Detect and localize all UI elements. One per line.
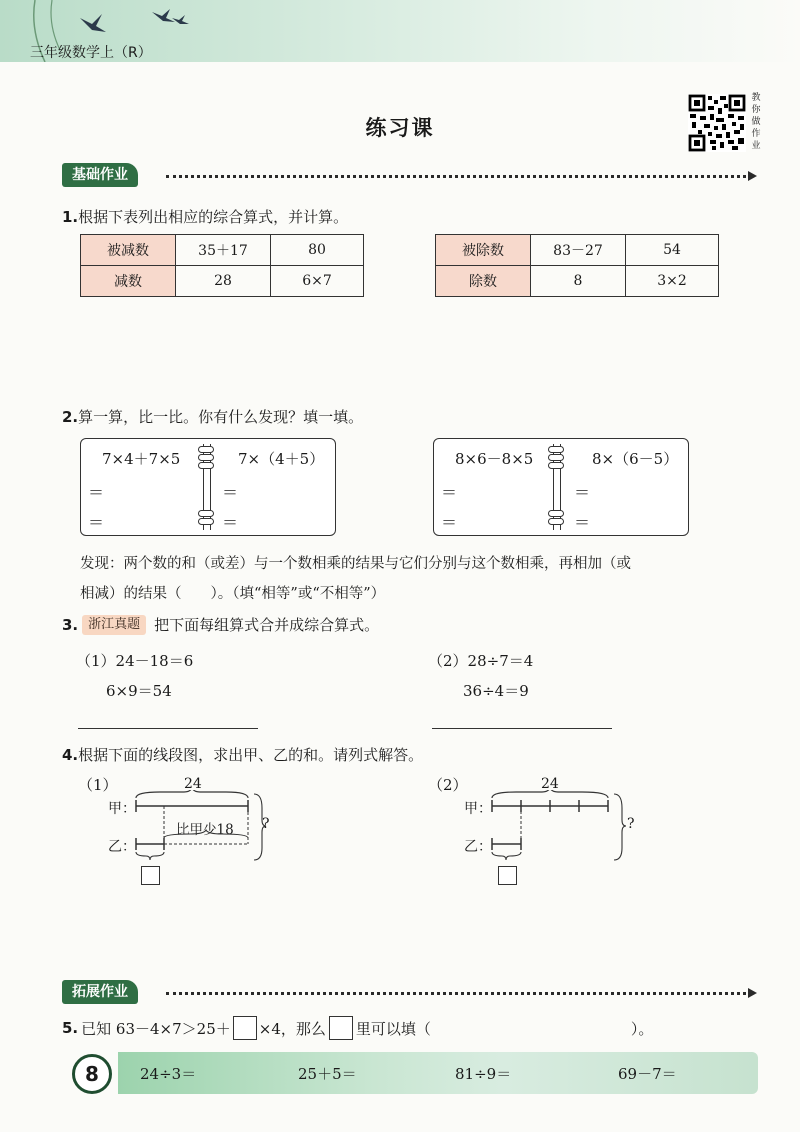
question-5 <box>62 1016 653 1040</box>
question-number: 5. <box>62 1019 79 1037</box>
ring-icon <box>548 454 564 461</box>
ring-icon <box>548 510 564 517</box>
equals-sign: ＝ <box>574 513 591 532</box>
page-title: 练习课 <box>365 116 435 140</box>
total-label: 24 <box>541 776 559 792</box>
ring-icon <box>548 518 564 525</box>
ring-icon <box>198 446 214 453</box>
expression-left: 7×4＋7×5 <box>102 450 181 468</box>
table-row <box>436 266 719 297</box>
equals-sign: ＝ <box>88 483 105 502</box>
blank-box[interactable] <box>233 1016 257 1040</box>
table-cell: 除数 <box>436 266 531 297</box>
section-tag-basic: 基础作业 <box>62 163 138 187</box>
group-1-line-2: 6×9＝54 <box>106 682 172 700</box>
oral-problem: 69－7＝ <box>618 1065 677 1083</box>
question-text: 已知 63－4×7＞25＋ <box>81 1019 231 1038</box>
dotted-divider <box>166 992 746 995</box>
table-cell: 83－27 <box>531 235 626 266</box>
answer-box[interactable] <box>498 866 517 885</box>
question-text: ）。 <box>630 1019 654 1038</box>
equals-sign: ＝ <box>441 483 458 502</box>
equals-sign: ＝ <box>222 513 239 532</box>
table-cell: 8 <box>531 266 626 297</box>
table-cell: 3×2 <box>626 266 719 297</box>
answer-box[interactable] <box>141 866 160 885</box>
ring-icon <box>198 518 214 525</box>
ring-icon <box>198 462 214 469</box>
qr-code-icon[interactable] <box>688 94 746 152</box>
question-number: 4. <box>62 746 79 764</box>
question-text: 根据下表列出相应的综合算式，并计算。 <box>78 208 349 226</box>
expression-right: 7×（4＋5） <box>238 450 325 468</box>
finding-line-2: 相减）的结果（ ）。（填“相等”或“不相等”） <box>80 586 386 602</box>
yi-label: 乙： <box>464 839 492 855</box>
question-mark: ? <box>627 816 635 832</box>
ring-icon <box>198 510 214 517</box>
group-2-line-1: （2）28÷7＝4 <box>428 652 534 670</box>
diagram-label: （2） <box>428 776 468 794</box>
table-cell: 35＋17 <box>176 235 271 266</box>
arrow-right-icon <box>748 171 757 181</box>
exam-source-badge: 浙江真题 <box>82 615 146 635</box>
jia-label: 甲： <box>464 801 492 817</box>
blank-box[interactable] <box>329 1016 353 1040</box>
question-text: 根据下面的线段图，求出甲、乙的和。请列式解答。 <box>78 746 424 764</box>
page-number: 8 <box>72 1054 112 1094</box>
table-division <box>435 234 719 297</box>
question-3 <box>62 614 379 635</box>
table-row <box>436 235 719 266</box>
question-text: 里可以填（ <box>355 1019 431 1038</box>
question-number: 1. <box>62 208 79 226</box>
arrow-right-icon <box>748 988 757 998</box>
equals-sign: ＝ <box>222 483 239 502</box>
equals-sign: ＝ <box>441 513 458 532</box>
table-cell: 80 <box>271 235 364 266</box>
qr-caption: 教你做作业 <box>751 93 761 151</box>
jia-label: 甲： <box>108 801 136 817</box>
diagram-label: （1） <box>78 776 118 794</box>
question-text: ×4，那么 <box>258 1019 326 1038</box>
question-mark: ? <box>262 816 270 832</box>
answer-line <box>432 728 612 729</box>
question-text: 算一算，比一比。你有什么发现？填一填。 <box>78 408 364 426</box>
dotted-divider <box>166 175 746 178</box>
question-number: 2. <box>62 408 79 426</box>
question-2 <box>62 406 363 427</box>
question-4 <box>62 744 423 765</box>
table-row <box>81 266 364 297</box>
difference-note: 比甲少18 <box>176 822 234 838</box>
question-number: 3. <box>62 615 79 634</box>
ring-icon <box>198 454 214 461</box>
finding-line-1: 发现：两个数的和（或差）与一个数相乘的结果与它们分别与这个数相乘，再相加（或 <box>80 556 631 572</box>
expression-left: 8×6－8×5 <box>455 450 534 468</box>
table-cell: 减数 <box>81 266 176 297</box>
table-cell: 54 <box>626 235 719 266</box>
ring-icon <box>548 446 564 453</box>
table-cell: 6×7 <box>271 266 364 297</box>
section-tag-extension: 拓展作业 <box>62 980 138 1004</box>
equals-sign: ＝ <box>574 483 591 502</box>
table-row <box>81 235 364 266</box>
table-subtraction <box>80 234 364 297</box>
table-cell: 28 <box>176 266 271 297</box>
total-label: 24 <box>184 776 202 792</box>
question-text: 把下面每组算式合并成综合算式。 <box>154 616 380 634</box>
yi-label: 乙： <box>108 839 136 855</box>
question-1 <box>62 206 348 227</box>
answer-line <box>78 728 258 729</box>
group-2-line-2: 36÷4＝9 <box>463 682 529 700</box>
oral-problem: 24÷3＝ <box>140 1065 197 1083</box>
oral-problem: 81÷9＝ <box>455 1065 512 1083</box>
oral-problem: 25＋5＝ <box>298 1065 357 1083</box>
ring-icon <box>548 462 564 469</box>
table-cell: 被减数 <box>81 235 176 266</box>
equals-sign: ＝ <box>88 513 105 532</box>
table-cell: 被除数 <box>436 235 531 266</box>
group-1-line-1: （1）24－18＝6 <box>76 652 194 670</box>
book-label: 三年级数学上（R） <box>30 45 152 61</box>
expression-right: 8×（6－5） <box>592 450 679 468</box>
